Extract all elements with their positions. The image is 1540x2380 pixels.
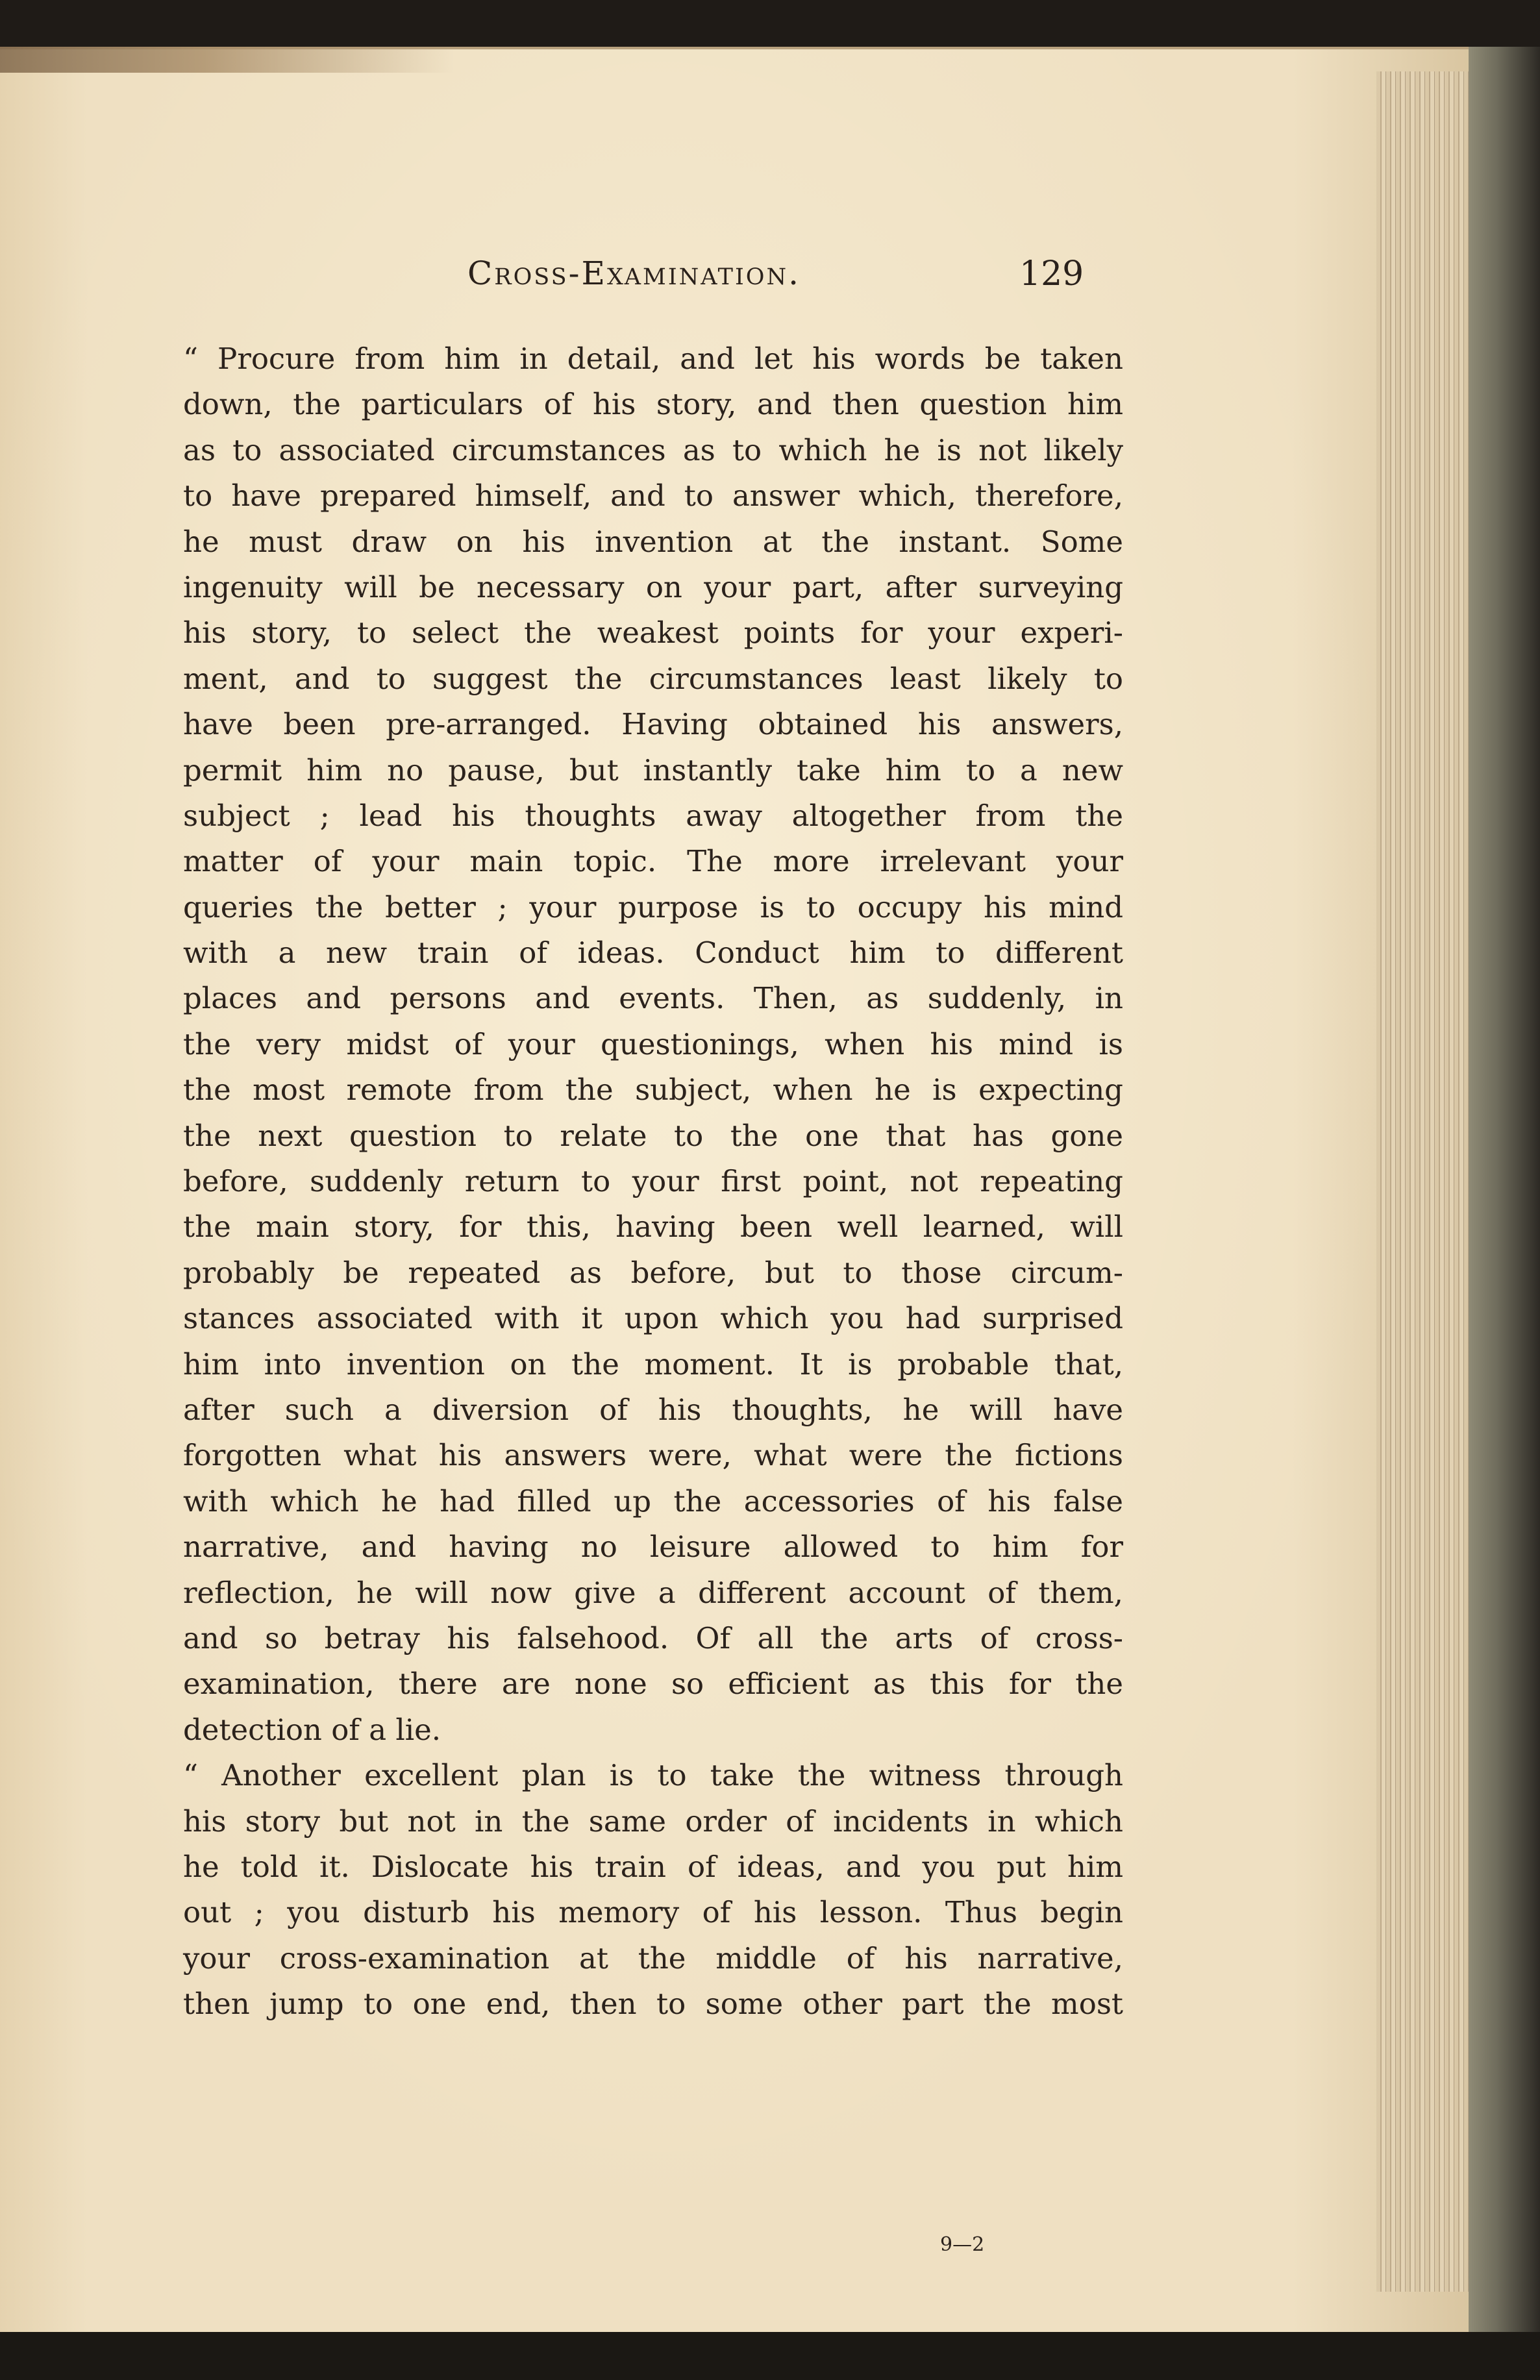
text-line: ingenuity will be necessary on your part, after surveying xyxy=(183,569,1123,604)
text-line: and so betray his falsehood. Of all the arts of cross- xyxy=(183,1620,1123,1655)
page-edges xyxy=(1376,71,1474,2292)
text-line: the very midst of your questionings, when his mind is xyxy=(183,1026,1123,1061)
text-line: as to associated circumstances as to which he is not likely xyxy=(183,432,1123,467)
text-line: “ Procure from him in detail, and let his words be taken xyxy=(183,341,1123,376)
text-line: then jump to one end, then to some other part the most xyxy=(183,1987,1123,2022)
text-line: down, the particulars of his story, and then question him xyxy=(183,387,1123,422)
text-line: after such a diversion of his thoughts, he will have xyxy=(183,1392,1123,1427)
bottom-shadow xyxy=(0,2332,1540,2380)
binding-stain xyxy=(0,47,454,73)
text-line: places and persons and events. Then, as suddenly, in xyxy=(183,981,1123,1016)
text-line: his story, to select the weakest points for your experi- xyxy=(183,615,1123,651)
running-title: Cross-Examination. xyxy=(467,254,801,292)
book-edge-shadow xyxy=(1469,47,1540,2345)
text-line: subject ; lead his thoughts away altogether from the xyxy=(183,798,1123,833)
text-line: stances associated with it upon which you had surprised xyxy=(183,1301,1123,1336)
text-line: his story but not in the same order of incidents in which xyxy=(183,1804,1123,1839)
text-line: with a new train of ideas. Conduct him to different xyxy=(183,936,1123,971)
text-line: ment, and to suggest the circumstances least likely to xyxy=(183,661,1123,696)
text-line: probably be repeated as before, but to those circum- xyxy=(183,1255,1123,1290)
text-line: to have prepared himself, and to answer which, therefore, xyxy=(183,478,1123,514)
body-text xyxy=(183,336,1123,2027)
text-line: he must draw on his invention at the instant. Some xyxy=(183,524,1123,559)
text-line: narrative, and having no leisure allowed to him for xyxy=(183,1530,1123,1565)
text-line: “ Another excellent plan is to take the witness through xyxy=(183,1758,1123,1793)
text-line: examination, there are none so efficient as this for the xyxy=(183,1667,1123,1702)
text-line: reflection, he will now give a different account of them, xyxy=(183,1575,1123,1610)
page-number: 129 xyxy=(1019,254,1084,293)
running-head xyxy=(182,254,1156,306)
text-line: the most remote from the subject, when he is expecting xyxy=(183,1072,1123,1108)
text-line: the main story, for this, having been well learned, will xyxy=(183,1209,1123,1245)
text-line: detection of a lie. xyxy=(183,1712,441,1747)
text-line: he told it. Dislocate his train of ideas, and you put him xyxy=(183,1849,1123,1884)
text-line: your cross-examination at the middle of his narrative, xyxy=(183,1940,1123,1976)
text-line: out ; you disturb his memory of his lesson. Thus begin xyxy=(183,1895,1123,1930)
text-line: the next question to relate to the one that has gone xyxy=(183,1118,1123,1153)
text-line: permit him no pause, but instantly take him to a new xyxy=(183,752,1123,787)
text-line: queries the better ; your purpose is to occupy his mind xyxy=(183,889,1123,924)
text-line: with which he had filled up the accessories of his false xyxy=(183,1483,1123,1518)
text-line: before, suddenly return to your first point, not repeating xyxy=(183,1164,1123,1199)
text-line: him into invention on the moment. It is probable that, xyxy=(183,1346,1123,1382)
text-line: matter of your main topic. The more irrelevant your xyxy=(183,844,1123,879)
text-line: have been pre-arranged. Having obtained his answers, xyxy=(183,707,1123,742)
text-line: forgotten what his answers were, what were the fictions xyxy=(183,1438,1123,1473)
signature-mark: 9—2 xyxy=(940,2233,985,2256)
